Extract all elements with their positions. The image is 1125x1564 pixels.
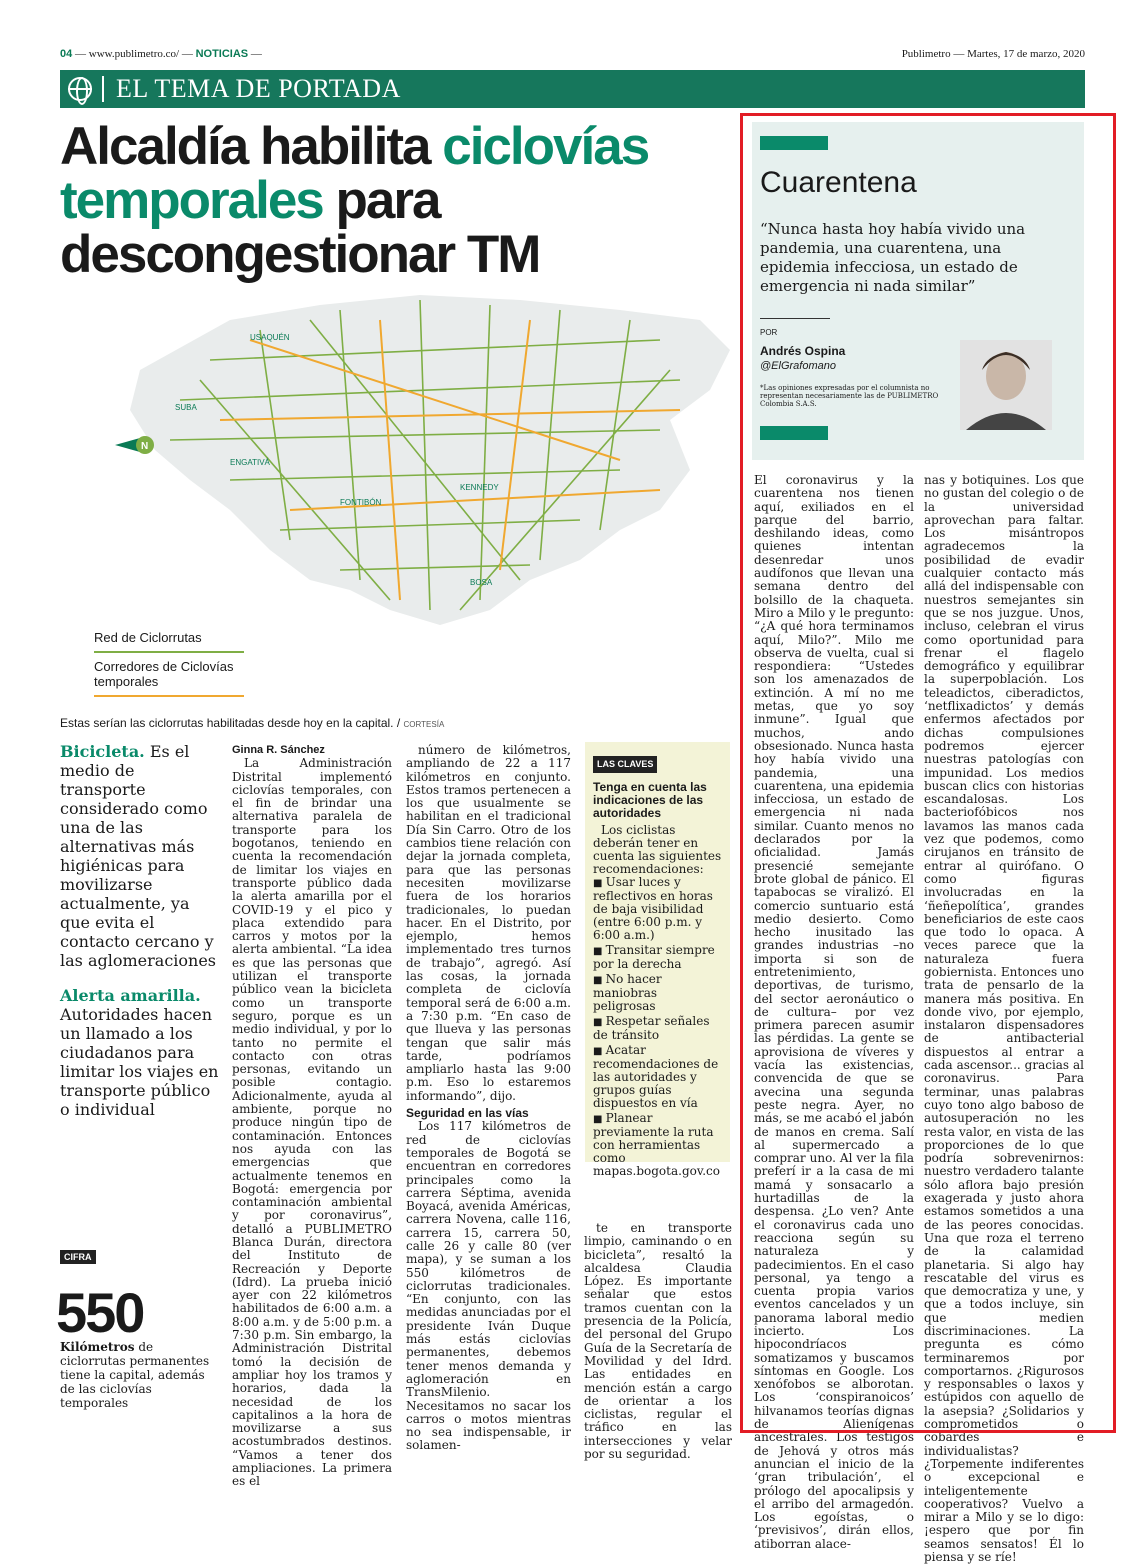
cifra-description: Kilómetros de ciclorrutas permanentes tiene la capital, además de las ciclovías temporales (60, 1340, 210, 1410)
map-label-suba: SUBA (175, 403, 197, 412)
author-name: Andrés Ospina (760, 344, 846, 358)
keys-intro: Los ciclistas deberán tener en cuenta las siguientes recomendaciones: (593, 823, 722, 876)
list-item: ■ Planear previamente la ruta con herramientas como mapas.bogota.gov.co (593, 1112, 722, 1178)
globe-icon (68, 77, 92, 101)
opinion-quote: “Nunca hasta hoy había vivido una pandemia, una cuarentena, una epidemia infecciosa, un estado de emergencia ni nada similar” (760, 220, 1026, 295)
list-item: ■ Transitar siempre por la derecha (593, 944, 722, 971)
header-dash: — (250, 48, 262, 60)
note-alerta: Alerta amarilla. Autoridades hacen un llamado a los ciudadanos para limitar los viajes en transporte público o individual (60, 986, 219, 1119)
band-divider (102, 76, 104, 102)
legend-ciclorrutas: Red de Ciclorrutas (94, 630, 202, 645)
section-name: NOTICIAS (195, 48, 249, 60)
highlight-frame (740, 113, 1116, 1433)
header-left (60, 48, 262, 60)
legend-swatch-orange (94, 695, 244, 697)
article-col-2 (406, 744, 571, 1453)
headline-part-1: Alcaldía habilita (60, 117, 443, 176)
map-legend (94, 630, 264, 697)
list-item: ■ Usar luces y reflectivos en horas de baja visibilidad (entre 6:00 p.m. y 6:00 a.m.) (593, 876, 722, 942)
article-text-2a: número de kilómetros, ampliando de 22 a 117 kilómetros en conjunto. Estos tramos pertenecen a los que usualmente se habilitan en el tradicional Día Sin Carro. Otro de los cambios tiene relación con dejar la jornada completa, para que las personas necesiten movilizarse fuera de los horarios tradicionales, lo puedan hacer. En el Distrito, por ejemplo, hemos implementado tres turnos de trabajo”, agregó. Así las cosas, la jornada completa de ciclovía temporal será de 6:00 a.m. a 7:30 p.m. “En caso de que llueva y las personas tengan que salir más tarde, podríamos ampliarlo hasta las 9:00 p.m. Eso lo estaremos informando”, dijo. (406, 743, 571, 1103)
map-label-engativa: ENGATIVÁ (230, 458, 270, 467)
cifra-tag: CIFRA (60, 1250, 96, 1264)
map-label-fontibon: FONTIBÓN (340, 498, 382, 507)
site-url: — www.publimetro.co/ — (75, 48, 193, 60)
opinion-text-1: El coronavirus y la cuarentena nos tienen aquí, exiliados en el parque del barrio, deshilando ideas, como quienes intentan desenredar unos audífonos que llevan una semana dentro del bolsillo de la chaqueta. Miro a Milo y le pregunto: “¿A qué hora terminamos aquí, Milo?”. Milo me observa de vuelta, cual si respondiera: “Ustedes son los amenazados de extinción. A mí no me metas, que yo soy inmune”. Igual que muchos, ando obsesionado. Nunca hasta hoy había vivido una pandemia, una cuarentena, una epidemia infecciosa, un estado de emergencia ni nada similar. Cuanto menos no declarados por la oficialidad. Jamás presencié semejante brote global de pánico. El tapabocas se viralizó. El comercio suntuario está medio desierto. Como hecho inusitado las grandes industrias –no importa si son de entretenimiento, deportivas, de turismo, del sector aeronáutico o de cultura– por vez primera parecen asumir las pérdidas. La gente se aprovisiona de víveres y vacía las existencias, convencida de que se avecina una segunda peste negra. Ayer, no más, se me acabó el jabón de manos en crema. Salí al supermercado a comprar uno. Al ver la fila preferí ir a la casa de mi mamá y sonsacarlo a hurtadillas de la despensa. ¿Lo ven? Ante el coronavirus cada uno reacciona según su naturaleza y padecimientos. En el caso personal, ya tengo a cuenta propia varios eventos cancelados y un panorama laboral medio incierto. Los hipocondríacos somatizamos y buscamos síntomas en Google. Los xenófobos se alborotan. Los ‘conspiranoicos’ hilvanamos teorías dignas de Alienígenas ancestrales. Los testigos de Jehová y otros más anuncian el inicio de la ‘gran tribulación’, el prólogo del apocalipsis y el arribo del armagedón. Los egoístas, o ‘previsivos’, dirán ellos, atiborran alace- (754, 473, 914, 1551)
keys-box (585, 742, 730, 1178)
section-band (60, 70, 1085, 108)
legend-swatch-green (94, 651, 244, 653)
note-bicicleta: Bicicleta. Es el medio de transporte considerado como una de las alternativas más higiénicas para movilizarse actualmente, ya que evita el contacto cercano y las aglomeraciones (60, 742, 217, 970)
svg-text:N: N (141, 441, 149, 452)
caption-text: Estas serían las ciclorrutas habilitadas desde hoy en la capital. / (60, 716, 404, 730)
article-headline (60, 117, 740, 284)
keys-title: Tenga en cuenta las indicaciones de las autoridades (593, 780, 707, 820)
article-col-3 (584, 1222, 732, 1461)
map-caption (60, 716, 444, 730)
issue-date: Publimetro — Martes, 17 de marzo, 2020 (901, 48, 1085, 60)
map-label-usaquen: USAQUÉN (250, 333, 290, 342)
headline-highlight: ciclovías temporales (60, 117, 649, 230)
caption-credit: CORTESÍA (403, 720, 445, 729)
author-handle: @ElGrafomano (760, 360, 836, 372)
article-text-3: te en transporte limpio, caminando o en bicicleta”, resaltó la alcaldesa Claudia López. Es importante señalar que estos tramos cuentan con la presencia de la Policía, del personal del Grupo Guía de la Secretaría de Movilidad y del Idrd. Las entidades en mención están a cargo de orientar a los ciclistas, regular el tráfico en las intersecciones y velar por su seguridad. (584, 1221, 732, 1462)
cifra-number: 550 (56, 1281, 144, 1344)
legend-ciclovias: Corredores de Ciclovías temporales (94, 659, 234, 689)
map-label-bosa: BOSA (470, 578, 493, 587)
article-col-1 (232, 744, 392, 1489)
page-number: 04 (60, 48, 73, 60)
opinion-category: Cuarentena (760, 166, 917, 199)
list-item: ■ No hacer maniobras peligrosas (593, 973, 722, 1013)
sidebar-notes (60, 742, 220, 1119)
subhead-seguridad: Seguridad en las vías (406, 1106, 529, 1121)
headline-part-3: para descongestionar TM (60, 171, 540, 284)
map-land (130, 295, 730, 625)
article-text-2b: Los 117 kilómetros de red de ciclovías temporales de Bogotá se encuentran en corredores principales como la carrera Séptima, avenida Boyacá, avenida Américas, carrera Novena, calle 116, carrera 15, carrera 50, calle 26 y calle 80 (ver mapa), y se suman a los 550 kilómetros de ciclorrutas tradicionales. “En conjunto, con las medidas anunciadas por el presidente Iván Duque más estás ciclovías permanentes, debemos tener menos demanda y aglomeración en TransMilenio. Necesitamos no sacar los carros o motos mientras no sea indispensable, ir solamen- (406, 1119, 571, 1453)
north-arrow-icon (115, 436, 154, 454)
section-title: EL TEMA DE PORTADA (116, 74, 401, 103)
keys-list (593, 876, 722, 1178)
disclaimer: *Las opiniones expresadas por el columnista no representan necesariamente las de PUBLIMETRO Colombia S.A.S. (760, 384, 939, 408)
byline: Ginna R. Sánchez (232, 744, 325, 756)
keys-tag: LAS CLAVES (593, 756, 657, 773)
opinion-text-2: nas y botiquines. Los que no gustan del colegio o de la universidad aprovechan para faltar. Los misántropos agradecemos la posibilidad de evadir cualquier contacto más allá del indispensable con nuestros semejantes sin que se nos juzgue. Unos, incluso, celebran el virus como oportunidad para frenar el flagelo demográfico y equilibrar la superpoblación. Los teleadictos, ciberadictos, ‘netflixadictos’ y demás enfermos afectados por dichas compulsiones podremos ejercer nuestras patologías con impunidad. Los medios buscan clics con historias escandalosas. Los bacteriofóbicos nos lavamos las manos cada vez que podemos, como cirujanos en tránsito de entrar al quirófano. O como figuras involucradas en la ‘ñeñepolítica’, grandes beneficiarios de este caos que todo lo opaca. A veces parece que la naturaleza fuera gobiernista. Entonces uno trata de pensarlo de la manera más positiva. En donde vivo, por ejemplo, instalaron dispensadores de antibacterial dispuestos al entrar a cada ascensor... gracias al coronavirus. Para terminar, unas palabras cuyo tono algo baboso de autosuperación no les resta valor, en vista de las proporciones de lo que podría sobrevenirnos: nuestro verdadero talante sólo aflora bajo presión exagerada y justo ahora estamos sometidos a una de las peores conocidas. Una que roza el terreno de la calamidad planetaria. Si algo hay rescatable del virus es que democratiza y une, y que a todos incluye, sin que medien discriminaciones. La pregunta es cómo terminaremos por comportarnos. ¿Rigurosos y responsables o laxos y estúpidos con aquello de la asepsia? ¿Solidarios y comprometidos o cobardes e individualistas? ¿Torpemente indiferentes o excepcional e inteligentemente cooperativos? Vuelvo a mirar a Milo y se lo digo: ¡espero que por fin seamos sensatos! Él lo piensa y se ríe! (924, 473, 1084, 1564)
map-label-kennedy: KENNEDY (460, 483, 499, 492)
list-item: ■ Respetar señales de tránsito (593, 1015, 722, 1042)
article-text-1: La Administración Distrital implementó ciclovías temporales, con el fin de brindar una alternativa paralela de transporte para los bogotanos, teniendo en cuenta la recomendación de limitar los viajes en transporte público dada la alerta amarilla por el COVID-19 y el pico y placa extendido para carros y motos por la alerta ambiental. “La idea es que las personas que utilizan el transporte público vean la bicicleta como un transporte seguro, porque es un medio individual, y por lo tanto no permite el contacto con otras personas, evitando un posible contagio. Adicionalmente, ayuda al ambiente, porque no produce ningún tipo de contaminación. Entonces nos ayuda con las emergencias que actualmente tenemos en Bogotá: emergencia por contaminación ambiental y por coronavirus”, detalló a PUBLIMETRO Blanca Durán, directora del Instituto de Recreación y Deporte (Idrd). La prueba inició ayer con 22 kilómetros habilitados de 6:00 a.m. a 8:00 a.m. y de 5:00 p.m. a 7:30 p.m. Sin embargo, la Administración Distrital tomó la decisión de ampliar hoy los tramos y horarios, dada la necesidad de los capitalinos a la hora de movilizarse a sus acostumbrados destinos. “Vamos a tener dos ampliaciones. La primera es el (232, 756, 392, 1489)
byline-label: POR (760, 328, 778, 337)
list-item: ■ Acatar recomendaciones de las autoridades y grupos guías dispuestos en vía (593, 1044, 722, 1110)
